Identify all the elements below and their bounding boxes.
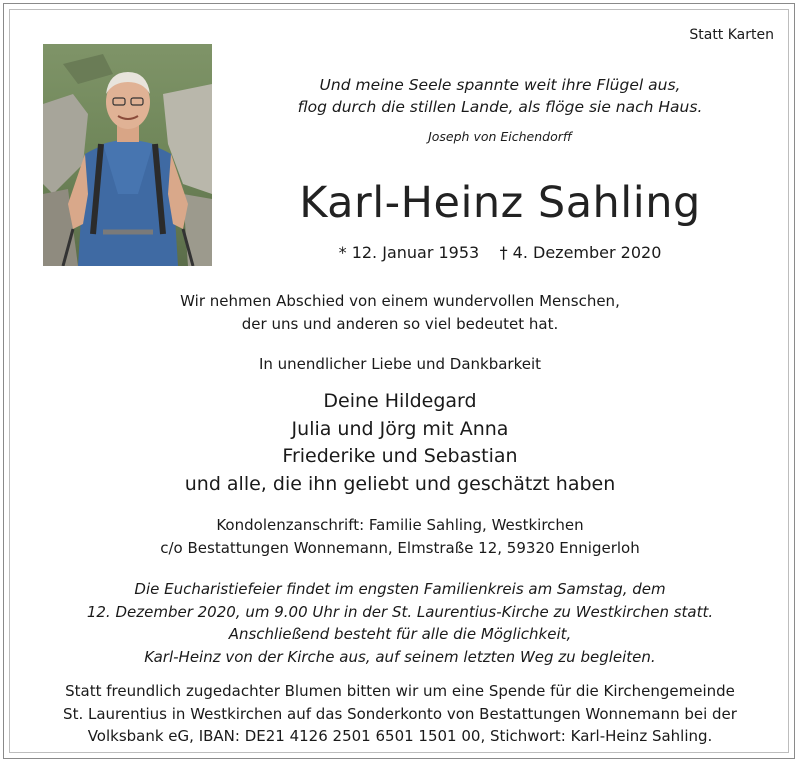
- portrait-image: [43, 44, 212, 266]
- condolence-address: [0, 514, 800, 560]
- family-line: Deine Hildegard: [323, 390, 477, 412]
- farewell-text: [0, 290, 800, 336]
- life-dates: * 12. Januar 1953 † 4. Dezember 2020: [338, 243, 662, 262]
- love-line: In unendlicher Liebe und Dankbarkeit: [258, 355, 542, 373]
- portrait-photo: [43, 44, 212, 266]
- donation-line: Volksbank eG, IBAN: DE21 4126 2501 6501 1501 00, Stichwort: Karl-Heinz Sahling.: [87, 727, 713, 745]
- address-line: c/o Bestattungen Wonnemann, Elmstraße 12, 59320 Ennigerloh: [160, 539, 640, 557]
- farewell-line: der uns und anderen so viel bedeutet hat.: [241, 315, 559, 333]
- donation-line: Statt freundlich zugedachter Blumen bitten wir um eine Spende für die Kirchengemeinde: [65, 682, 735, 700]
- service-line: Anschließend besteht für alle die Möglichkeit,: [228, 625, 572, 643]
- family-line: Julia und Jörg mit Anna: [291, 417, 509, 440]
- address-line: Kondolenzanschrift: Familie Sahling, Westkirchen: [216, 516, 584, 534]
- deceased-name: Karl-Heinz Sahling: [299, 178, 701, 228]
- poem-line: flog durch die stillen Lande, als flöge sie nach Haus.: [297, 98, 703, 116]
- poem-author: Joseph von Eichendorff: [428, 129, 572, 144]
- donation-line: St. Laurentius in Westkirchen auf das Sonderkonto von Bestattungen Wonnemann bei der: [63, 704, 737, 723]
- statt-karten-label: Statt Karten: [689, 27, 774, 43]
- service-line: Karl-Heinz von der Kirche aus, auf seinem letzten Weg zu begleiten.: [144, 647, 656, 666]
- service-notice: [0, 578, 800, 668]
- family-line: und alle, die ihn geliebt und geschätzt haben: [184, 472, 616, 495]
- donation-request: [0, 680, 800, 748]
- poem: [280, 74, 720, 118]
- service-line: 12. Dezember 2020, um 9.00 Uhr in der St. Laurentius-Kirche zu Westkirchen statt.: [86, 602, 714, 621]
- service-line: Die Eucharistiefeier findet im engsten Familienkreis am Samstag, dem: [134, 580, 666, 598]
- farewell-line: Wir nehmen Abschied von einem wundervollen Menschen,: [180, 292, 620, 310]
- family-signatures: [0, 388, 800, 498]
- poem-line: Und meine Seele spannte weit ihre Flügel aus,: [319, 76, 681, 94]
- family-line: Friederike und Sebastian: [282, 445, 518, 467]
